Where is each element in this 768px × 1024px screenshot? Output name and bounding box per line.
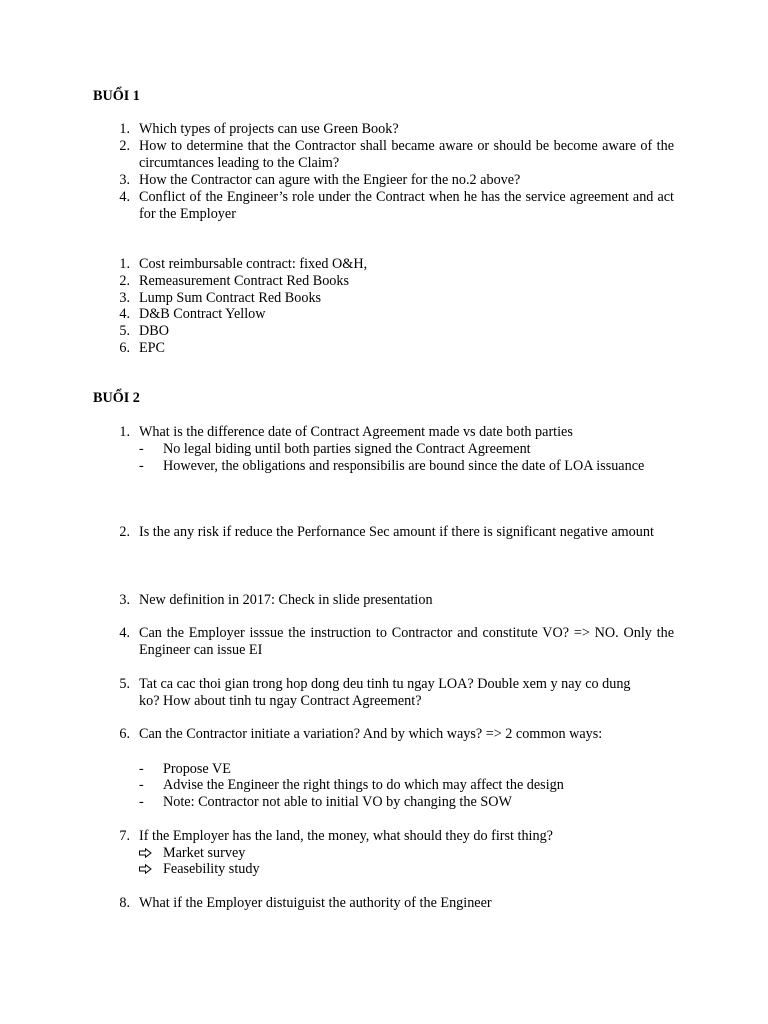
list-item: [108, 424, 674, 441]
dash-bullet: -: [139, 761, 144, 777]
list-number: 7.: [119, 828, 130, 844]
sub-bullet: [139, 794, 674, 811]
list-number: 3.: [119, 592, 130, 608]
list-number: 4.: [119, 189, 130, 205]
list-text: What is the difference date of Contract Agreement made vs date both parties: [139, 424, 573, 440]
outline-right-arrow-icon: [139, 845, 153, 858]
list-number: 6.: [119, 340, 130, 356]
sub-text: Propose VE: [163, 761, 231, 777]
dash-bullet: -: [139, 777, 144, 793]
list-number: 2.: [119, 138, 130, 154]
list-number: 5.: [119, 676, 130, 692]
session-1-heading: BUỔI 1: [93, 88, 140, 104]
list-item: [108, 306, 674, 323]
list-number: 2.: [119, 273, 130, 289]
list-number: 6.: [119, 726, 130, 742]
list-item: [108, 256, 674, 273]
dash-bullet: -: [139, 794, 144, 810]
list-item: [108, 625, 674, 659]
list-text: How the Contractor can agure with the Engieer for the no.2 above?: [139, 172, 521, 188]
list-number: 4.: [119, 306, 130, 322]
list-item: [108, 121, 674, 138]
list-item: [108, 592, 674, 609]
list-number: 5.: [119, 323, 130, 339]
list-item: [108, 676, 642, 710]
list-number: 2.: [119, 524, 130, 540]
list-item: [108, 273, 674, 290]
list-item: [108, 895, 674, 912]
sub-bullet: [139, 761, 674, 778]
list-item: [108, 524, 674, 541]
list-text: Cost reimbursable contract: fixed O&H,: [139, 256, 368, 272]
list-text: Which types of projects can use Green Book?: [139, 121, 399, 137]
list-text: DBO: [139, 323, 169, 339]
list-item: [108, 726, 674, 743]
list-text: D&B Contract Yellow: [139, 306, 266, 322]
list-item: [108, 290, 674, 307]
sub-text: However, the obligations and responsibilis are bound since the date of LOA issuance: [163, 458, 645, 474]
list-text: If the Employer has the land, the money, what should they do first thing?: [139, 828, 553, 844]
sub-bullet: [139, 861, 674, 878]
list-item: [108, 138, 674, 172]
list-number: 1.: [119, 424, 130, 440]
list-number: 8.: [119, 895, 130, 911]
list-item: [108, 323, 674, 340]
list-text: Conflict of the Engineer’s role under the Contract when he has the service agreement and act for the Employer: [139, 189, 674, 222]
sub-text: Advise the Engineer the right things to do which may affect the design: [163, 777, 564, 793]
sub-bullet: [139, 458, 674, 475]
sub-text: Market survey: [163, 845, 246, 861]
list-text: Is the any risk if reduce the Perfornance Sec amount if there is significant negative amount: [139, 524, 654, 540]
outline-right-arrow-icon: [139, 861, 153, 874]
dash-bullet: -: [139, 458, 144, 474]
list-number: 1.: [119, 121, 130, 137]
sub-text: No legal biding until both parties signed the Contract Agreement: [163, 441, 531, 457]
session-2-heading: BUỔI 2: [93, 390, 140, 406]
list-item: [108, 340, 674, 357]
list-text: Remeasurement Contract Red Books: [139, 273, 350, 289]
sub-bullet: [139, 441, 674, 458]
list-text: What if the Employer distuiguist the authority of the Engineer: [139, 895, 492, 911]
list-number: 4.: [119, 625, 130, 641]
sub-text: Feasebility study: [163, 861, 260, 877]
list-text: Tat ca cac thoi gian trong hop dong deu tinh tu ngay LOA? Double xem y nay co dung ko? How about tinh tu ngay Contract Agreement?: [139, 676, 631, 709]
list-text: Can the Employer isssue the instruction to Contractor and constitute VO? => NO. Only the Engineer can issue EI: [139, 625, 674, 658]
list-text: Can the Contractor initiate a variation? And by which ways? => 2 common ways:: [139, 726, 603, 742]
list-item: [108, 172, 674, 189]
list-text: New definition in 2017: Check in slide presentation: [139, 592, 433, 608]
sub-text: Note: Contractor not able to initial VO by changing the SOW: [163, 794, 512, 810]
sub-bullet: [139, 777, 674, 794]
list-number: 3.: [119, 172, 130, 188]
list-item: [108, 828, 674, 845]
list-number: 3.: [119, 290, 130, 306]
sub-bullet: [139, 845, 674, 862]
list-text: EPC: [139, 340, 166, 356]
list-item: [108, 189, 674, 223]
dash-bullet: -: [139, 441, 144, 457]
list-text: Lump Sum Contract Red Books: [139, 290, 322, 306]
list-number: 1.: [119, 256, 130, 272]
list-text: How to determine that the Contractor shall became aware or should be become aware of the circumtances leading to the Claim?: [139, 138, 674, 171]
